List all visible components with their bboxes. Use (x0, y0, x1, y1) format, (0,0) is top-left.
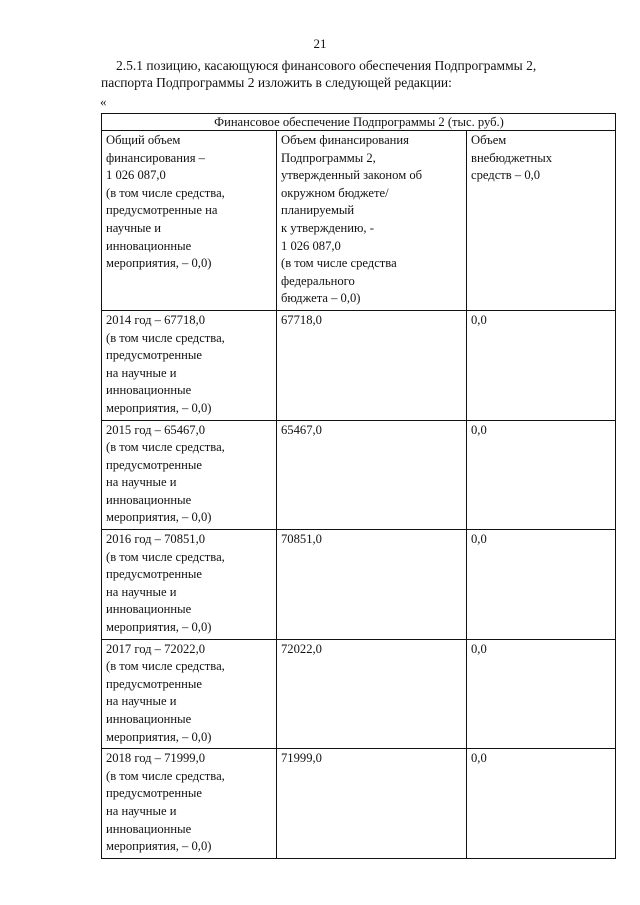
header-extrabudgetary-text: Объем внебюджетных средств – 0,0 (471, 133, 552, 183)
intro-line-1: 2.5.1 позицию, касающуюся финансового обеспечения Подпрограммы 2, (116, 58, 537, 73)
row-total-cell (102, 530, 277, 640)
row-approved-cell: 72022,0 (277, 639, 467, 749)
header-approved-funding (277, 131, 467, 311)
row-extra-cell: 0,0 (467, 749, 616, 859)
row-total-text: 2018 год – 71999,0 (в том числе средства, предусмотренные на научные и инновационные мероприятия, – 0,0) (106, 751, 225, 854)
row-extra-cell: 0,0 (467, 310, 616, 420)
header-total-funding-text: Общий объем финансирования – 1 026 087,0 (в том числе средства, предусмотренные на научные и инновационные мероприятия, – 0,0) (106, 133, 225, 271)
table-header-row (102, 131, 616, 311)
row-approved-cell: 65467,0 (277, 420, 467, 530)
row-extra-cell: 0,0 (467, 420, 616, 530)
row-total-text: 2016 год – 70851,0 (в том числе средства, предусмотренные на научные и инновационные мероприятия, – 0,0) (106, 532, 225, 635)
table-row (102, 310, 616, 420)
intro-paragraph (101, 57, 624, 91)
row-total-cell (102, 749, 277, 859)
header-extrabudgetary (467, 131, 616, 311)
opening-quote-mark: « (100, 94, 107, 109)
row-total-text: 2015 год – 65467,0 (в том числе средства, предусмотренные на научные и инновационные мероприятия, – 0,0) (106, 422, 225, 525)
row-total-cell (102, 420, 277, 530)
row-approved-cell: 70851,0 (277, 530, 467, 640)
table-title-row (102, 114, 616, 131)
table-row (102, 420, 616, 530)
row-total-cell (102, 639, 277, 749)
page-number: 21 (313, 36, 327, 51)
intro-line-2: паспорта Подпрограммы 2 изложить в следующей редакции: (101, 75, 452, 90)
table-title: Финансовое обеспечение Подпрограммы 2 (тыс. руб.) (102, 114, 616, 131)
row-total-text: 2014 год – 67718,0 (в том числе средства, предусмотренные на научные и инновационные мероприятия, – 0,0) (106, 312, 225, 415)
header-total-funding (102, 131, 277, 311)
table-row (102, 639, 616, 749)
row-extra-cell: 0,0 (467, 530, 616, 640)
table-row (102, 749, 616, 859)
row-total-text: 2017 год – 72022,0 (в том числе средства, предусмотренные на научные и инновационные мероприятия, – 0,0) (106, 641, 225, 744)
row-approved-cell: 67718,0 (277, 310, 467, 420)
financing-table (101, 113, 616, 859)
row-approved-cell: 71999,0 (277, 749, 467, 859)
row-total-cell (102, 310, 277, 420)
header-approved-funding-text: Объем финансирования Подпрограммы 2, утвержденный законом об окружном бюджете/ планируемый к утверждению, - 1 026 087,0 (в том числе средства федерального бюджета – 0,0) (281, 133, 423, 306)
row-extra-cell: 0,0 (467, 639, 616, 749)
table-row (102, 530, 616, 640)
